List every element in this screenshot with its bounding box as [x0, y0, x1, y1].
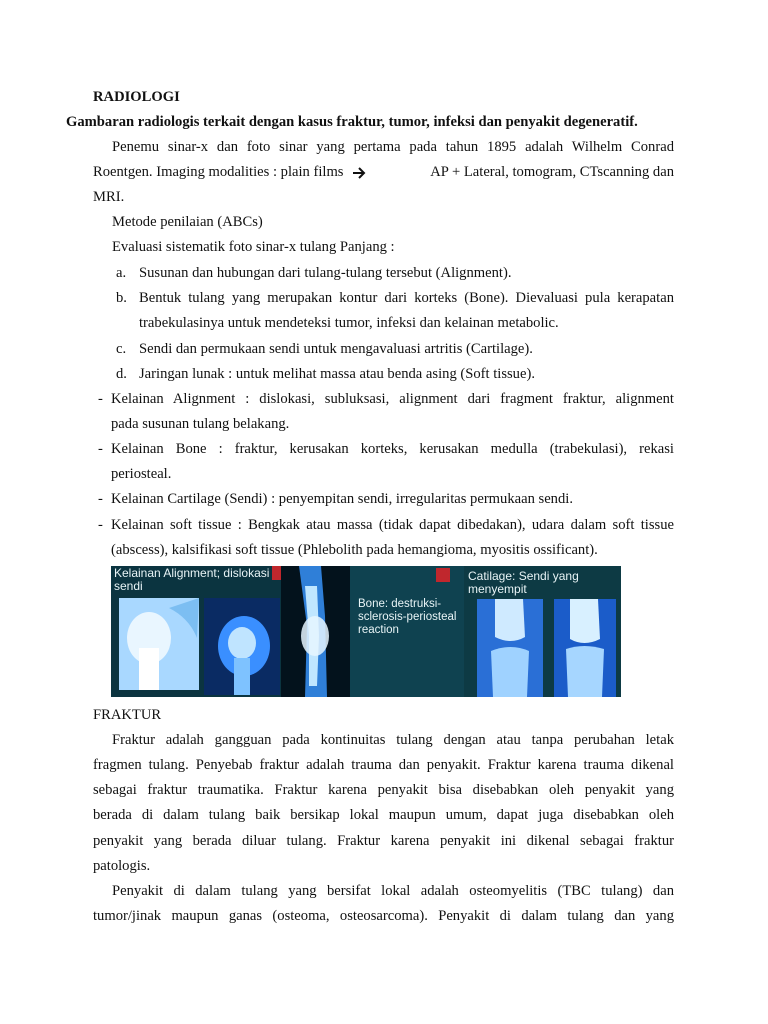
intro-line-1: Penemu sinar-x dan foto sinar yang pertama pada tahun 1895 adalah Wilhelm Conrad: [112, 139, 674, 155]
intro-line-2: [93, 163, 674, 181]
bone-label: Bone: destruksi-sclerosis-periosteal reaction: [358, 598, 457, 636]
list-marker-d: d.: [116, 366, 127, 382]
intro-line-2-tail: AP + Lateral, tomogram, CTscanning dan: [430, 164, 674, 180]
list-item-d: Jaringan lunak : untuk melihat massa atau benda asing (Soft tissue).: [139, 366, 535, 382]
fraktur-line-6: patologis.: [93, 858, 151, 874]
bone-panel: [350, 566, 464, 697]
dash-item-2-line-2: periosteal.: [111, 466, 172, 482]
right-arrow-icon: [352, 166, 366, 178]
shoulder-xray-right: [204, 598, 280, 695]
longbone-xray: [281, 566, 350, 697]
dash-item-1-line-1: Kelainan Alignment : dislokasi, subluksasi, alignment dari fragment fraktur, alignment: [111, 391, 674, 407]
penyakit-line-1: Penyakit di dalam tulang yang bersifat lokal adalah osteomyelitis (TBC tulang) dan: [112, 883, 674, 899]
cartilage-label: Catilage: Sendi yang menyempit: [468, 569, 579, 596]
list-item-c: Sendi dan permukaan sendi untuk mengavaluasi artritis (Cartilage).: [139, 341, 533, 357]
list-item-b-line-2: trabekulasinya untuk mendeteksi tumor, infeksi dan kelainan metabolic.: [139, 315, 559, 331]
dash-item-4-line-2: (abscess), kalsifikasi soft tissue (Phlebolith pada hemangioma, myositis ossificant).: [111, 542, 598, 558]
intro-line-3: MRI.: [93, 189, 125, 205]
shoulder-xray-left: [119, 598, 199, 690]
dash-marker-1: -: [98, 391, 103, 407]
xray-figure: [111, 566, 621, 697]
knee-xray-right: [554, 599, 616, 697]
knee-xray-left: [477, 599, 543, 697]
dash-marker-3: -: [98, 491, 103, 507]
penyakit-line-2: tumor/jinak maupun ganas (osteoma, osteosarcoma). Penyakit di dalam tulang dan yang: [93, 908, 674, 924]
subtitle: Gambaran radiologis terkait dengan kasus fraktur, tumor, infeksi dan penyakit degeneratif.: [66, 114, 638, 130]
dash-item-1-line-2: pada susunan tulang belakang.: [111, 416, 290, 432]
bone-red-marker: [436, 568, 450, 582]
metode-line: Metode penilaian (ABCs): [112, 214, 263, 230]
list-item-b-line-1: Bentuk tulang yang merupakan kontur dari korteks (Bone). Dievaluasi pula kerapatan: [139, 290, 674, 306]
list-item-a: Susunan dan hubungan dari tulang-tulang tersebut (Alignment).: [139, 265, 512, 281]
alignment-red-marker: [272, 566, 281, 580]
evaluasi-line: Evaluasi sistematik foto sinar-x tulang Panjang :: [112, 239, 395, 255]
fraktur-line-3: sebagai fraktur traumatika. Fraktur karena penyakit bisa disebabkan oleh penyakit yang: [93, 782, 674, 798]
section-heading-fraktur: FRAKTUR: [93, 707, 162, 723]
page-title: RADIOLOGI: [93, 89, 180, 105]
intro-line-2-left: [93, 163, 366, 181]
list-marker-b: b.: [116, 290, 127, 306]
intro-line-2-text: Roentgen. Imaging modalities : plain films: [93, 164, 344, 180]
fraktur-line-4: berada di dalam tulang baik bersikap lokal maupun umum, dapat juga disebabkan oleh: [93, 807, 674, 823]
alignment-panel: [111, 566, 281, 697]
dash-item-3: Kelainan Cartilage (Sendi) : penyempitan sendi, irregularitas permukaan sendi.: [111, 491, 573, 507]
list-marker-c: c.: [116, 341, 127, 357]
fraktur-line-5: penyakit yang berada diluar tulang. Fraktur karena penyakit ini dikenal sebagai fraktur: [93, 833, 674, 849]
longbone-panel: [281, 566, 350, 697]
dash-item-4-line-1: Kelainan soft tissue : Bengkak atau massa (tidak dapat dibedakan), udara dalam soft tissue: [111, 517, 674, 533]
dash-marker-2: -: [98, 441, 103, 457]
dash-marker-4: -: [98, 517, 103, 533]
dash-item-2-line-1: Kelainan Bone : fraktur, kerusakan korteks, kerusakan medulla (trabekulasi), rekasi: [111, 441, 674, 457]
fraktur-line-2: fragmen tulang. Penyebab fraktur adalah trauma dan penyakit. Fraktur karena trauma dikenal: [93, 757, 674, 773]
alignment-label: Kelainan Alignment; dislokasi sendi: [114, 566, 270, 593]
cartilage-panel: [464, 566, 621, 697]
fraktur-line-1: Fraktur adalah gangguan pada kontinuitas tulang dengan atau tanpa perubahan letak: [112, 732, 674, 748]
list-marker-a: a.: [116, 265, 127, 281]
